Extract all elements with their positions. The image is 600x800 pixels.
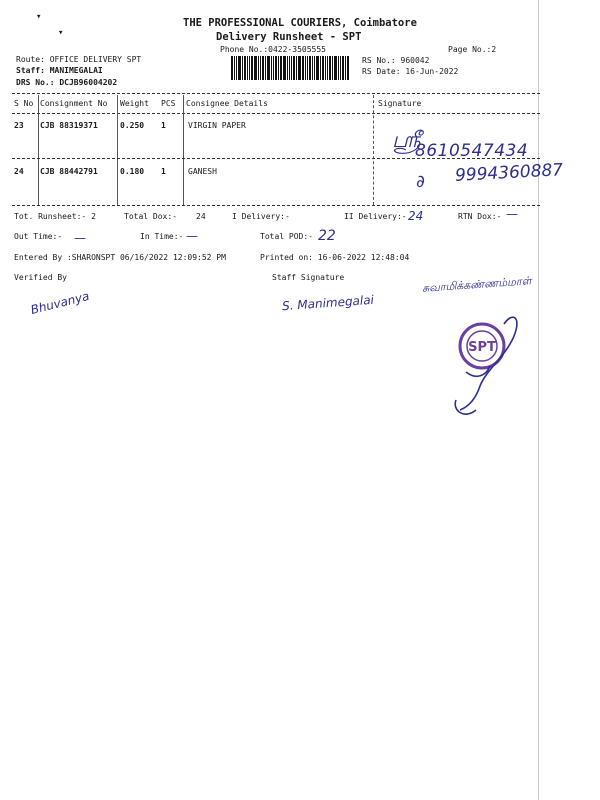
barcode-bar [265,56,266,80]
barcode-bar [312,56,313,80]
entered-by: Entered By :SHARONSPT 06/16/2022 12:09:52 PM [14,253,226,262]
barcode-bar [309,56,311,80]
barcode-bar [231,56,233,80]
col-divider [117,95,118,205]
barcode-bar [242,56,243,80]
barcode-bar [322,56,324,80]
barcode-bar [329,56,331,80]
barcode-bar [287,56,288,80]
verified-by-label: Verified By [14,273,67,282]
barcode-bar [280,56,282,80]
barcode [231,56,357,80]
barcode-bar [249,56,250,80]
row2-consignment: CJB 88442791 [40,167,98,176]
row1-weight: 0.250 [120,121,145,130]
barcode-bar [238,56,241,80]
barcode-bar [338,56,339,80]
barcode-bar [347,56,349,80]
row1-pcs: 1 [161,121,166,130]
barcode-bar [289,56,290,80]
col-divider [38,95,39,205]
rs-date: RS Date: 16-Jun-2022 [362,67,459,76]
barcode-bar [273,56,274,80]
row1-sno: 23 [14,121,24,130]
barcode-bar [327,56,328,80]
total-pod-label: Total POD:- [260,232,313,241]
barcode-bar [247,56,248,80]
barcode-bar [305,56,306,80]
staff-name: Staff: MANIMEGALAI [16,66,103,75]
col-divider [183,95,184,205]
row2-consignee: GANESH [188,167,217,176]
drs-number: DRS No.: DCJB96004202 [16,78,118,87]
corner-mark: ▾ [58,28,64,38]
in-time-label: In Time:- [140,232,184,241]
tamil-handwritten-note: சுவாமிக்கண்ணம்மாள் [421,274,532,295]
rtn-dox-label: RTN Dox:- [458,212,502,221]
header-divider [12,113,540,114]
barcode-bar [296,56,297,80]
barcode-bar [234,56,235,80]
barcode-bar [262,56,264,80]
barcode-bar [251,56,253,80]
out-time-handwritten: — [74,231,86,245]
row2-pcs: 1 [161,167,166,176]
barcode-bar [283,56,286,80]
row1-phone-handwritten: 8610547434 [415,141,529,161]
row2-sno: 24 [14,167,24,176]
barcode-bar [293,56,295,80]
barcode-bar [307,56,308,80]
barcode-bar [332,56,333,80]
in-time-handwritten: — [186,229,198,243]
spt-stamp [446,310,536,430]
barcode-bar [334,56,337,80]
total-pod-handwritten: 22 [318,228,336,244]
barcode-bar [316,56,319,80]
staff-signature: S. Manimegalai [281,292,375,314]
col-divider [373,95,374,205]
total-dox-value: 24 [196,212,206,221]
col-signature: Signature [378,99,422,108]
row1-consignee: VIRGIN PAPER [188,121,246,130]
barcode-bar [258,56,259,80]
barcode-bar [340,56,341,80]
route: Route: OFFICE DELIVERY SPT [16,55,142,64]
barcode-bar [275,56,277,80]
row1-signature-scribble: ஸ்ரீ [392,128,421,153]
col-sno: S No [14,99,34,108]
corner-mark: ▾ [36,12,42,22]
staff-signature-label: Staff Signature [272,273,345,282]
barcode-bar [302,56,304,80]
stamp-text: SPT [468,340,496,355]
barcode-bar [320,56,321,80]
table-bottom-border [12,205,540,206]
col-pcs: PCS [161,99,176,108]
barcode-bar [267,56,270,80]
barcode-bar [271,56,272,80]
rtn-dox-handwritten: — [506,207,518,221]
col-weight: Weight [120,99,149,108]
sheet-title: Delivery Runsheet - SPT [216,31,362,43]
verifier-signature: Bhuvanya [29,288,91,318]
barcode-bar [298,56,301,80]
company-name: THE PROFESSIONAL COURIERS, Coimbatore [183,17,417,29]
barcode-bar [260,56,261,80]
row2-signature-scribble: ∂ [416,172,425,192]
barcode-bar [278,56,279,80]
page-edge [538,0,539,800]
page-number: Page No.:2 [448,45,497,54]
table-top-border [12,93,540,94]
total-dox-label: Total Dox:- [124,212,177,221]
row2-weight: 0.180 [120,167,145,176]
barcode-bar [325,56,326,80]
barcode-bar [254,56,257,80]
barcode-bar [345,56,346,80]
row2-phone-handwritten: 9994360887 [454,160,564,186]
barcode-bar [244,56,246,80]
barcode-bar [342,56,344,80]
barcode-bar [291,56,292,80]
printed-on: Printed on: 16-06-2022 12:48:04 [260,253,410,262]
col-consignment: Consignment No [40,99,108,108]
tot-runsheet: Tot. Runsheet:- 2 [14,212,96,221]
ii-delivery-label: II Delivery:- [344,212,407,221]
col-consignee: Consignee Details [186,99,268,108]
i-delivery-label: I Delivery:- [232,212,290,221]
out-time-label: Out Time:- [14,232,63,241]
rs-number: RS No.: 960042 [362,56,430,65]
barcode-bar [314,56,315,80]
ii-delivery-handwritten: 24 [408,209,424,223]
row1-consignment: CJB 88319371 [40,121,98,130]
phone-number: Phone No.:0422-3505555 [220,45,326,54]
barcode-bar [236,56,237,80]
